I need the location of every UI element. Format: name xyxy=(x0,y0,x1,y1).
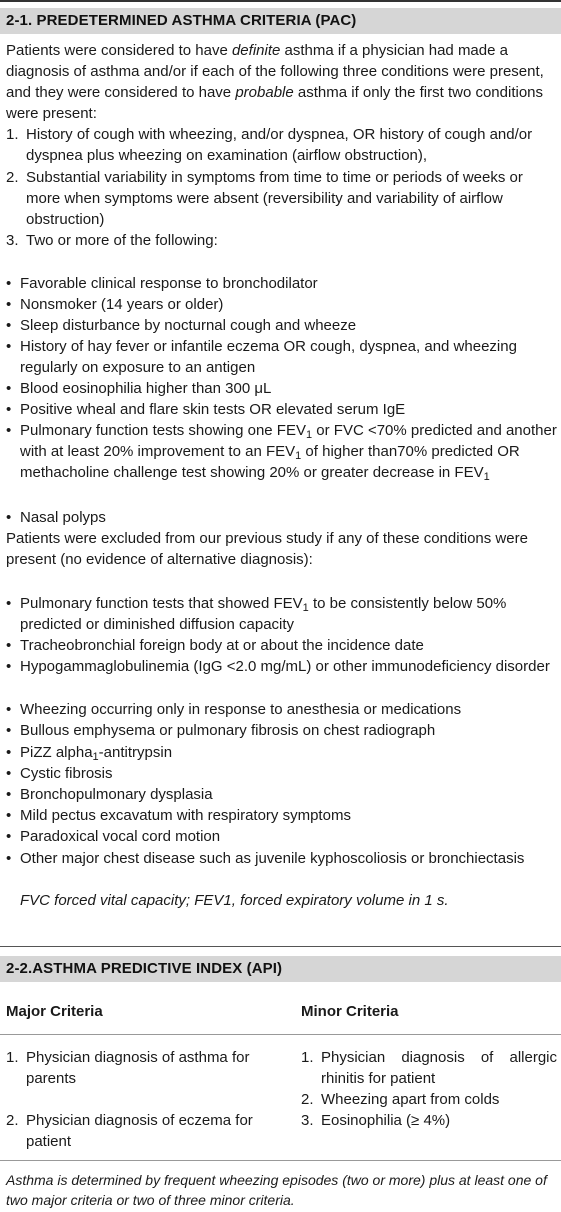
api-footnote: Asthma is determined by frequent wheezing episodes (two or more) plus at least one of two major criteria or two of three minor criteria. xyxy=(6,1172,547,1208)
exclusion-intro: Patients were excluded from our previous study if any of these conditions were present (no evidence of alternative diagnosis): xyxy=(6,530,528,568)
major-criteria-header: Major Criteria xyxy=(6,1003,103,1020)
pac-intro: Patients were considered to have definite asthma if a physician had made a diagnosis of asthma and/or if each of the following three conditions were present, and they were considered to have probable asthma if only the first two conditions were present: xyxy=(6,42,544,122)
pac-footnote: FVC forced vital capacity; FEV1, forced expiratory volume in 1 s. xyxy=(20,892,449,909)
minor-criteria-header: Minor Criteria xyxy=(301,1003,399,1020)
document-page: 2-1. PREDETERMINED ASTHMA CRITERIA (PAC) Patients were considered to have definite asthma if a physician had made a diagnosis of asthma and/or if each of the following three conditions were present, and they were considered to have probable asthma if only the first two conditions were present: 1. History of cough with wheezing, and/or dyspnea, OR history of cough and/or dyspnea plus wheezing on examination (airflow obstruction), 2. Substantial variability in symptoms from time to time or periods of weeks or more when symptoms were absent (reversibility and variability of airflow obstruction) 3. Two or more of the following: • Favorable clinical response to bronchodilator • Nonsmoker (14 years or older) • Sleep disturbance by nocturnal cough and wheeze • History of hay fever or infantile eczema OR cough, dyspnea, and wheezing regularly on exposure to an antigen • Blood eosinophilia higher than 300 μL • Positive wheal and flare skin tests OR elevated serum IgE • Pulmonary function tests showing one $FEV_1$ or FVC <70% predicted and another with at least 20% improvement to an $FEV_1$ of higher than70% predicted OR methacholine challenge test showing 20% or greater decrease in $FEV_1$ • Nasal polyps Patients were excluded from our previous study if any of these conditions were present (no evidence of alternative diagnosis): • Pulmonary function tests that showed $FEV_1$ to be consistently below 50% predicted or diminished diffusion capacity • Tracheobronchial foreign body at or about the incidence date • Hypogammaglobulinemia (IgG <2.0 mg/mL) or other immunodeficiency disorder • Wheezing occurring only in response to anesthesia or medications • Bullous emphysema or pulmonary fibrosis on chest radiograph • PiZZ alpha$_1$-antitrypsin • Cystic fibrosis • Bronchopulmonary dysplasia • Mild pectus excavatum with respiratory symptoms • Paradoxical vocal cord motion • Other major chest disease such as juvenile kyphoscoliosis or bronchiectasis FVC forced vital capacity; FEV1, forced expiratory volume in 1 s. 2-2.ASTHMA PREDICTIVE INDEX (API) Major Criteria Minor Criteria 1. Physician diagnosis of asthma for parents 2. Physician diagnosis of eczema for patient 1. Physician diagnosis of allergic rhinitis for patient 2. Wheezing apart from colds 3. Eosinophilia (≥ 4%) Asthma is determined by frequent wheezing episodes (two or more) plus at least one of two major criteria or two of three minor criteria. xyxy=(0,0,561,1212)
section-divider xyxy=(0,946,561,947)
api-bottom-rule xyxy=(0,1160,561,1161)
api-title: 2-2.ASTHMA PREDICTIVE INDEX (API) xyxy=(6,960,283,977)
pac-header xyxy=(0,8,561,34)
column-header-rule xyxy=(0,1034,561,1035)
top-rule xyxy=(0,0,561,2)
pac-title: 2-1. PREDETERMINED ASTHMA CRITERIA (PAC) xyxy=(6,12,357,29)
api-header xyxy=(0,956,561,982)
